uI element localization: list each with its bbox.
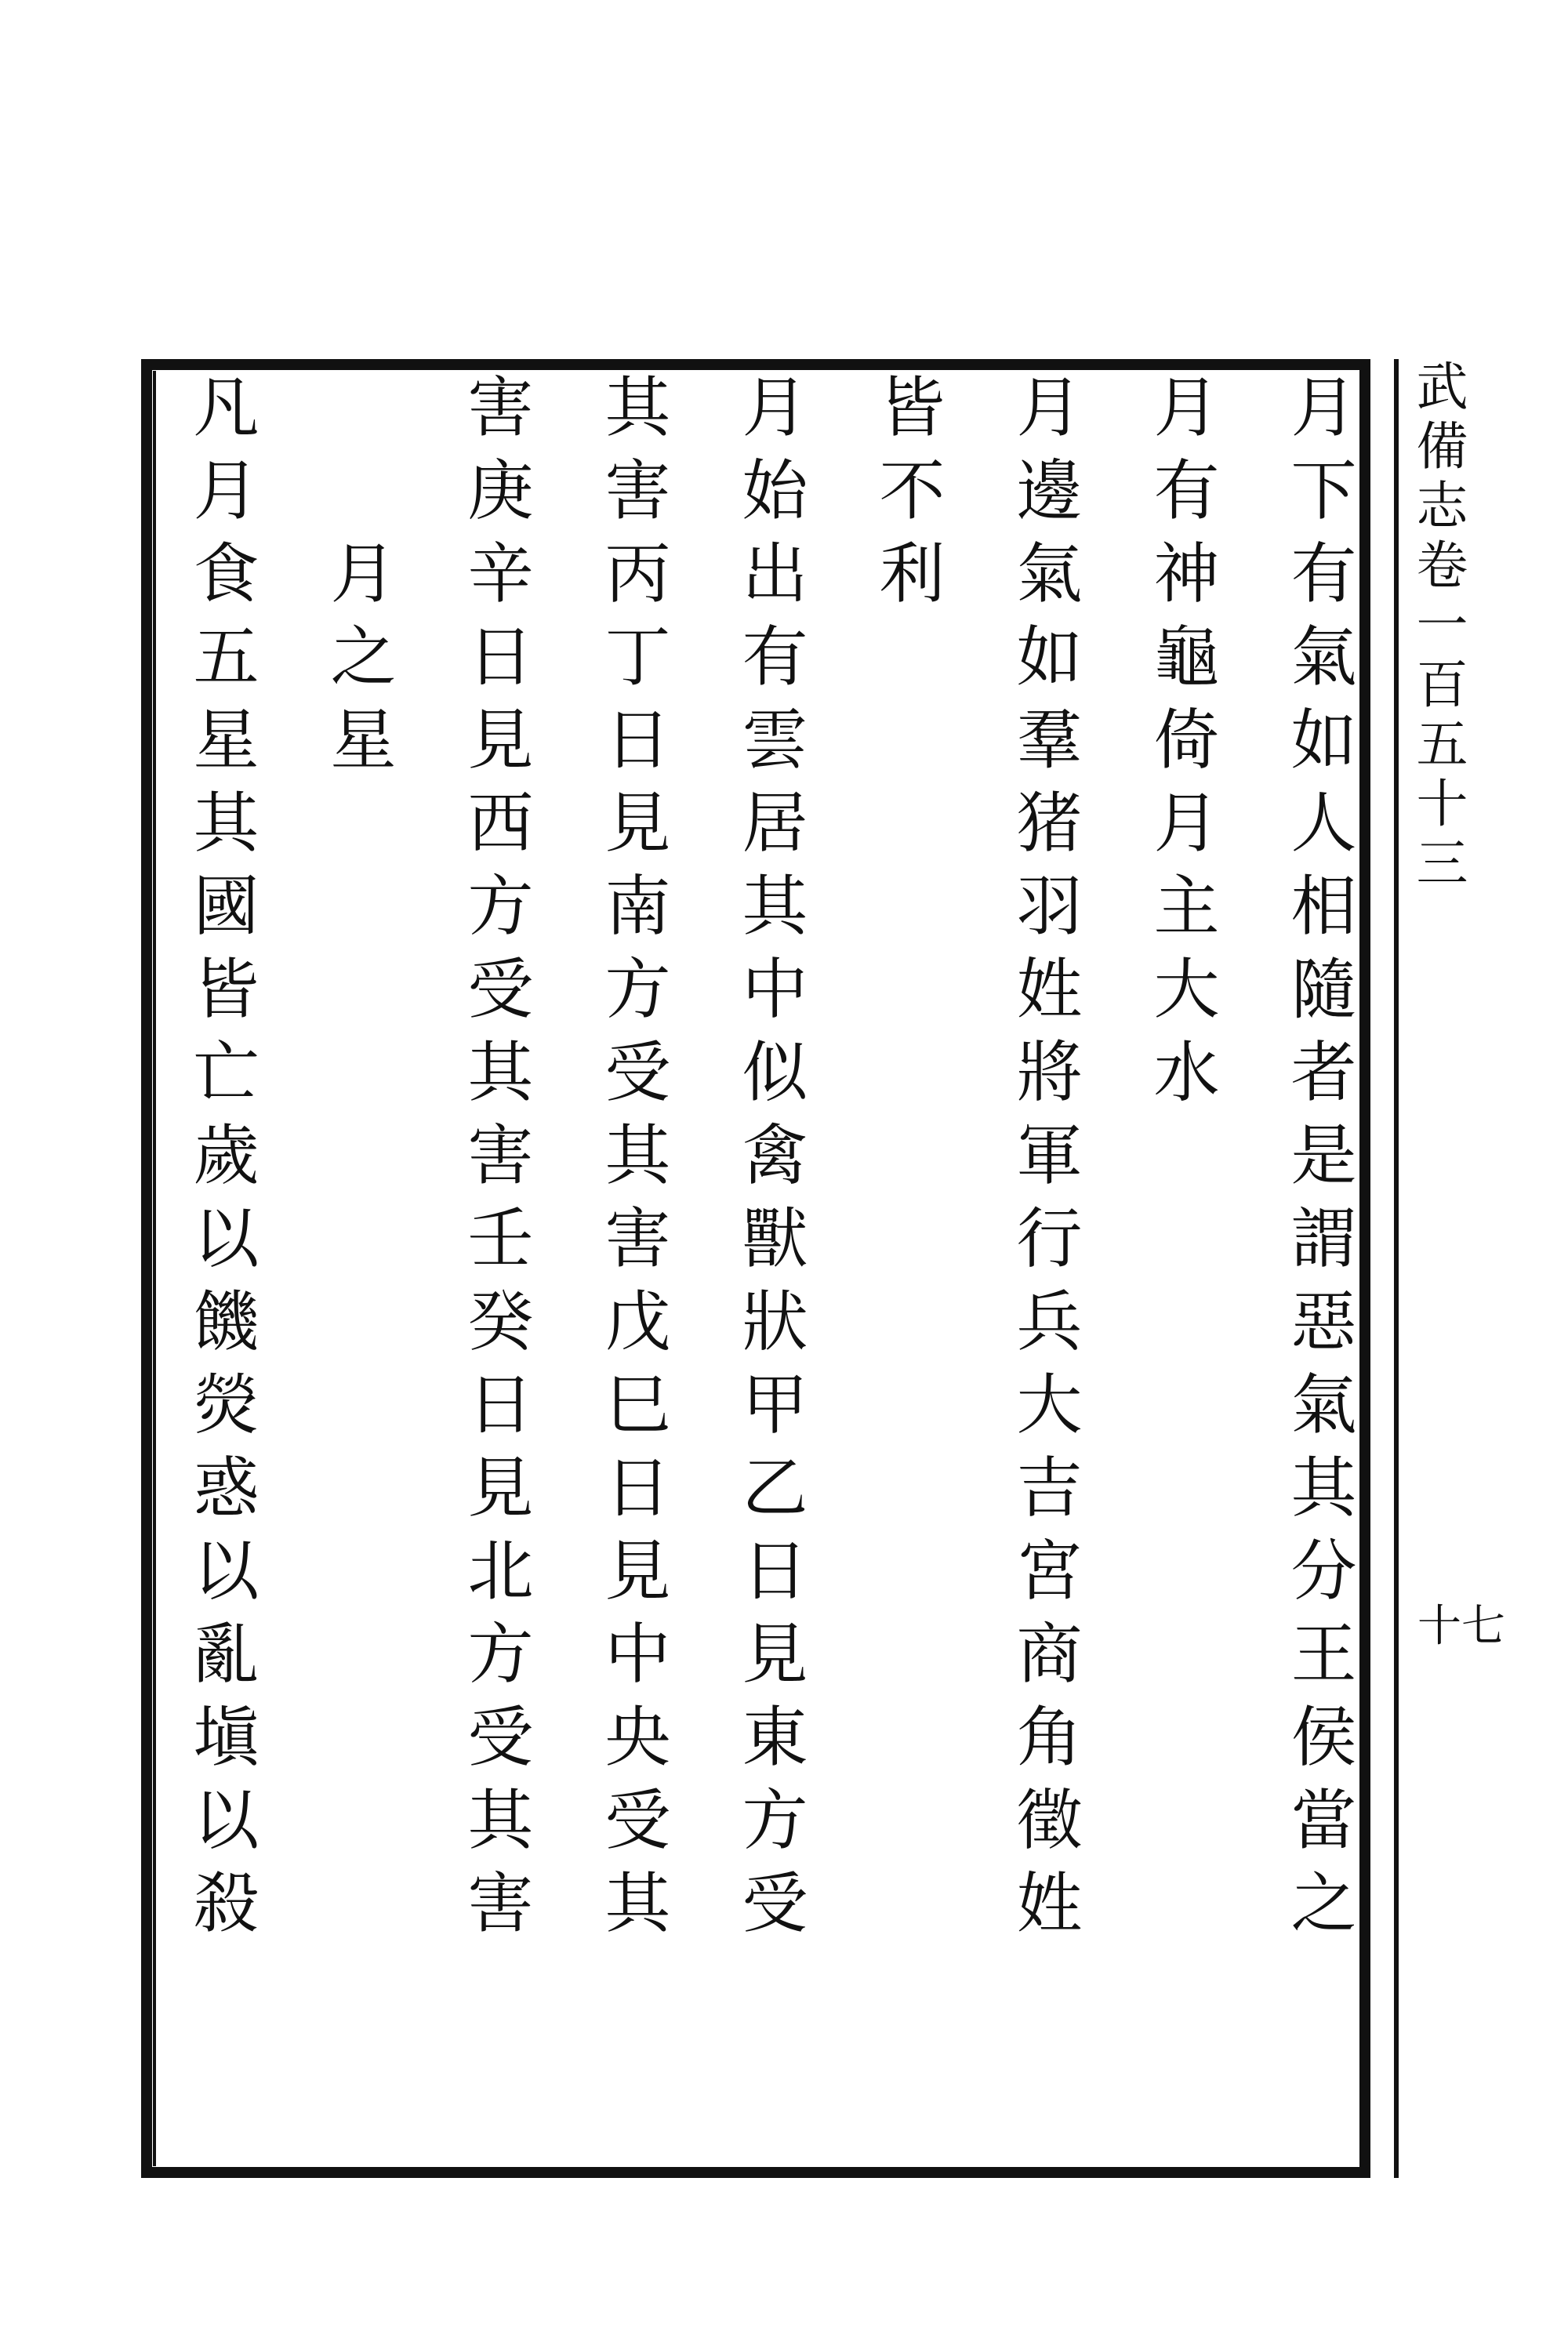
text-column-6: 其害丙丁日見南方受其害戊巳日見中央受其	[594, 372, 671, 1951]
text-column-7: 害庚辛日見西方受其害壬癸日見北方受其害	[457, 372, 534, 1951]
text-column-5: 月始出有雲居其中似禽獸狀甲乙日見東方受	[731, 372, 808, 1951]
text-column-2: 月有神龜倚月主大水	[1143, 372, 1220, 1120]
text-column-3: 月邊氣如羣猪羽姓將軍行兵大吉宮商角徵姓	[1006, 372, 1083, 1951]
margin-divider-rule	[1394, 359, 1399, 2178]
inner-border-rule	[153, 371, 156, 2166]
section-heading: 月之星	[320, 372, 397, 788]
folio-number: 十七	[1417, 1601, 1505, 1652]
text-column-1: 月下有氣如人相隨者是謂惡氣其分王侯當之	[1280, 372, 1357, 1951]
text-column-4: 皆不利	[869, 372, 946, 622]
text-column-9: 凡月食五星其國皆亡歲以饑熒惑以亂塡以殺	[183, 372, 260, 1951]
margin-title: 武備志卷一百五十三	[1407, 359, 1468, 895]
